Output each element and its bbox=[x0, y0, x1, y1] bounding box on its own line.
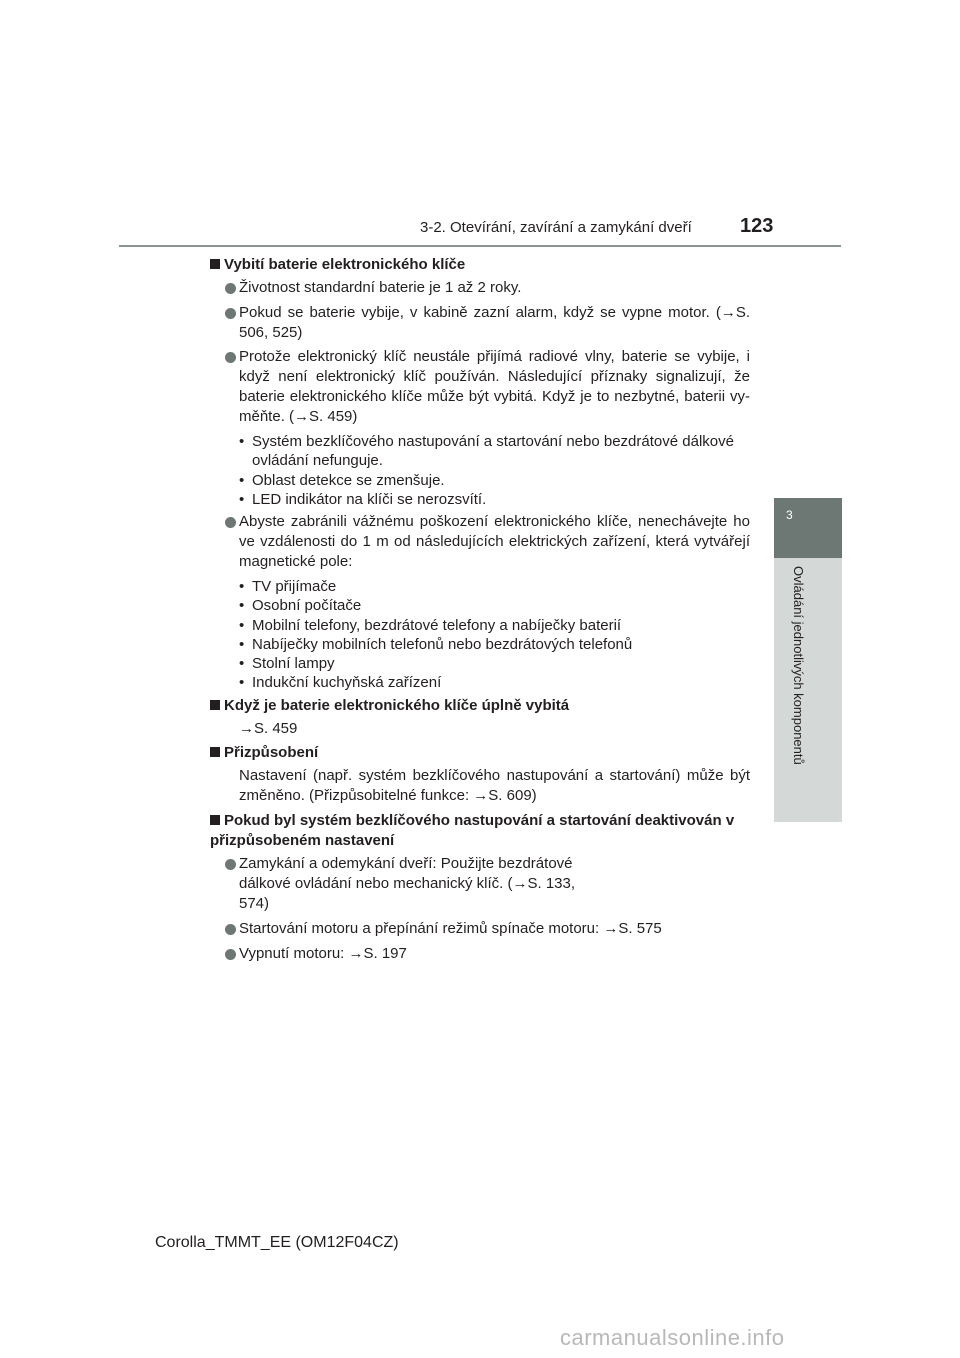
round-bullet-icon bbox=[225, 949, 236, 960]
page-number: 123 bbox=[740, 215, 774, 237]
bullet-item: Pokud se baterie vybije, v kabině zazní alarm, když se vypne motor. (→S. 506, 525) bbox=[225, 303, 750, 343]
sub-list-item: • Indukční kuchyňská zařízení bbox=[239, 674, 442, 691]
round-bullet-icon bbox=[225, 352, 236, 363]
round-bullet-icon bbox=[225, 517, 236, 528]
small-bullet-icon: • bbox=[239, 597, 245, 614]
chapter-tab bbox=[774, 498, 842, 558]
round-bullet-icon bbox=[225, 283, 236, 294]
round-bullet-icon bbox=[225, 308, 236, 319]
bullet-item: Protože elektronický klíč neustále přijímá radiové vlny, baterie se vybije, i když není elektronický klíč používán. Následující příznaky signalizují, že baterie elektronického klíče může být vybitá. Když je to nezbytné, baterii vy-měňte. (→S. 459) bbox=[225, 347, 750, 427]
bullet-item: Abyste zabránili vážnému poškození elektronického klíče, nenechávejte ho ve vzdálenosti do 1 m od následujících elektrických zařízení, která vytvářejí magnetické pole: bbox=[225, 512, 750, 572]
bullet-item: Životnost standardní baterie je 1 až 2 roky. bbox=[225, 278, 750, 298]
small-bullet-icon: • bbox=[239, 674, 245, 691]
square-bullet-icon bbox=[210, 815, 220, 825]
small-bullet-icon: • bbox=[239, 617, 245, 634]
small-bullet-icon: • bbox=[239, 491, 245, 508]
small-bullet-icon: • bbox=[239, 655, 245, 672]
sub-list-item: • Mobilní telefony, bezdrátové telefony a nabíječky baterií bbox=[239, 617, 622, 634]
section-heading-depleted: Když je baterie elektronického klíče úplně vybitá bbox=[210, 696, 750, 716]
cross-reference: →S. 459 bbox=[239, 720, 298, 737]
round-bullet-icon bbox=[225, 924, 236, 935]
sub-list-item: • Osobní počítače bbox=[239, 597, 362, 614]
small-bullet-icon: • bbox=[239, 472, 245, 489]
small-bullet-icon: • bbox=[239, 636, 245, 653]
sub-list-item: • Oblast detekce se zmenšuje. bbox=[239, 472, 445, 489]
bullet-item: Zamykání a odemykání dveří: Použijte bezdrátové dálkové ovládání nebo mechanický klíč. (→S. 133, 574) bbox=[225, 854, 750, 914]
bullet-item: Startování motoru a přepínání režimů spínače motoru: →S. 575 bbox=[225, 919, 750, 939]
sub-list-item: • Stolní lampy bbox=[239, 655, 335, 672]
header-section-title: 3-2. Otevírání, zavírání a zamykání dveří bbox=[420, 219, 692, 236]
section-heading-battery: Vybití baterie elektronického klíče bbox=[210, 255, 750, 275]
small-bullet-icon: • bbox=[239, 578, 245, 595]
sub-list-item: • TV přijímače bbox=[239, 578, 337, 595]
watermark: carmanualsonline.info bbox=[560, 1325, 785, 1350]
header-rule bbox=[119, 245, 841, 247]
round-bullet-icon bbox=[225, 859, 236, 870]
square-bullet-icon bbox=[210, 747, 220, 757]
sub-list-item: • Nabíječky mobilních telefonů nebo bezdrátových telefonů bbox=[239, 636, 633, 653]
sub-list-item: • LED indikátor na klíči se nerozsvítí. bbox=[239, 491, 487, 508]
section-heading-customization: Přizpůsobení bbox=[210, 743, 750, 763]
paragraph: Nastavení (např. systém bezklíčového nastupování a startování) může být změněno. (Přizpůsobitelné funkce: →S. 609) bbox=[239, 767, 750, 804]
bullet-item: Vypnutí motoru: →S. 197 bbox=[225, 944, 750, 964]
square-bullet-icon bbox=[210, 259, 220, 269]
square-bullet-icon bbox=[210, 700, 220, 710]
small-bullet-icon: • bbox=[239, 433, 245, 450]
chapter-tab-number: 3 bbox=[786, 508, 793, 522]
section-heading-deactivated: Pokud byl systém bezklíčového nastupování a startování deaktivován v přizpůsobeném nastavení bbox=[210, 812, 735, 849]
sub-list-item: • Systém bezklíčového nastupování a startování nebo bezdrátové dálkové ovládání nefunguje. bbox=[239, 433, 734, 469]
footer-model: Corolla_TMMT_EE (OM12F04CZ) bbox=[155, 1234, 399, 1251]
chapter-tab-label: Ovládání jednotlivých komponentů bbox=[791, 566, 806, 765]
